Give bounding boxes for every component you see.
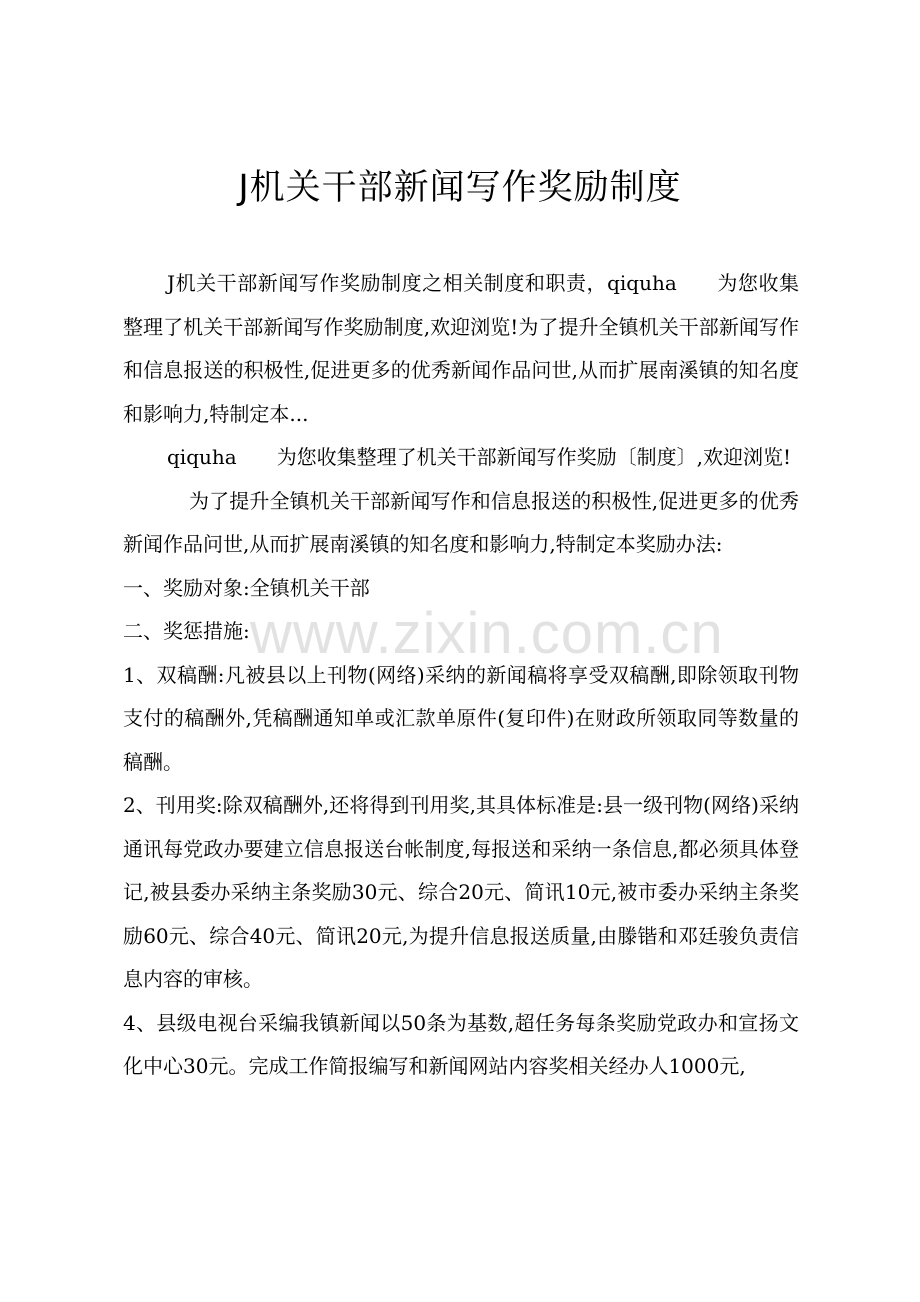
purpose-paragraph: 为了提升全镇机关干部新闻写作和信息报送的积极性,促进更多的优秀新闻作品问世,从而扩展南溪镇的知名度和影响力,特制定本奖励办法: bbox=[123, 488, 799, 556]
item-tv-news: 4、县级电视台采编我镇新闻以50条为基数,超任务每条奖励党政办和宣扬文化中心30元。完成工作简报编写和新闻网站内容奖相关经办人1000元, bbox=[123, 1010, 799, 1078]
intro-text-start: J机关干部新闻写作奖励制度之相关制度和职责，qiquha bbox=[167, 271, 677, 295]
section-reward-target: 一、奖励对象:全镇机关干部 bbox=[123, 575, 370, 600]
collection-note bbox=[123, 436, 799, 480]
section-measures: 二、奖惩措施: bbox=[123, 619, 250, 643]
collection-note-source: qiquha bbox=[167, 445, 237, 469]
document-title: J机关干部新闻写作奖励制度 bbox=[238, 168, 682, 208]
intro-text-rest: 为您收集整理了机关干部新闻写作奖励制度,欢迎浏览!为了提升全镇机关干部新闻写作和信息报送的积极性,促进更多的优秀新闻作品问世,从而扩展南溪镇的知名度和影响力,特制定本... bbox=[123, 271, 799, 426]
intro-paragraph bbox=[123, 262, 799, 436]
item-double-fee: 1、双稿酬:凡被县以上刊物(网络)采纳的新闻稿将享受双稿酬,即除领取刊物支付的稿酬外,凭稿酬通知单或汇款单原件(复印件)在财政所领取同等数量的稿酬。 bbox=[123, 662, 799, 774]
collection-note-text: 为您收集整理了机关干部新闻写作奖励〔制度〕,欢迎浏览! bbox=[276, 445, 792, 469]
document-body bbox=[123, 262, 799, 1089]
item-publication-award: 2、刊用奖:除双稿酬外,还将得到刊用奖,其具体标准是:县一级刊物(网络)采纳通讯每党政办要建立信息报送台帐制度,每报送和采纳一条信息,都必须具体登记,被县委办采纳主条奖励30元、综合20元、简讯10元,被市委办采纳主条奖励60元、综合40元、简讯20元,为提升信息报送质量,由滕锴和邓廷骏负责信息内容的审核。 bbox=[123, 793, 799, 991]
watermark: www.zixin.com.cn bbox=[250, 601, 724, 666]
